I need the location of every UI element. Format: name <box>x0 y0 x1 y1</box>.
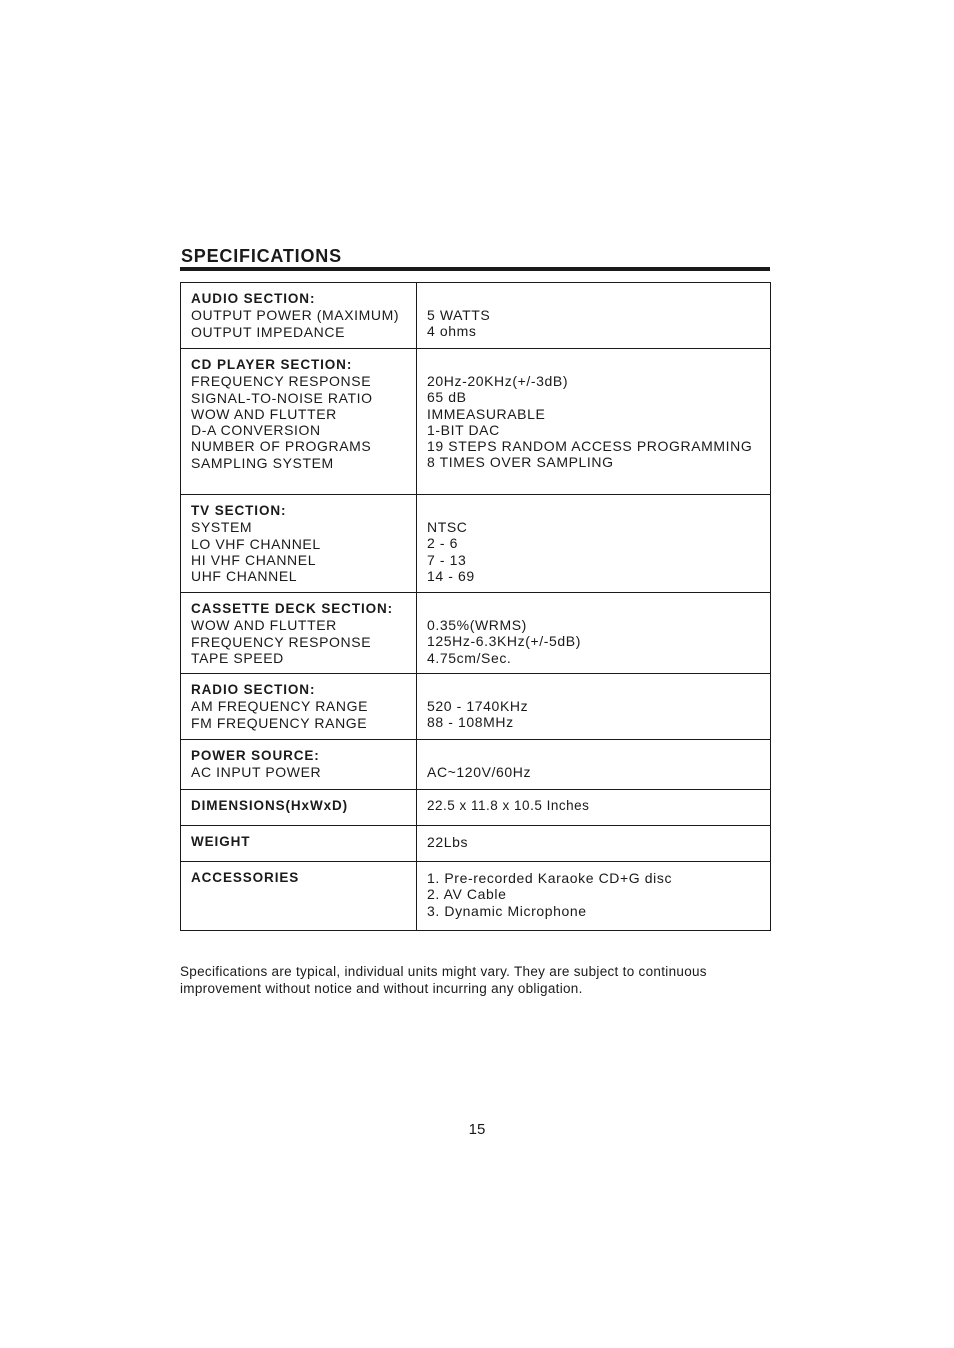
page-title: SPECIFICATIONS <box>181 246 342 266</box>
spec-value: 3. Dynamic Microphone <box>427 902 587 919</box>
spec-label: WOW AND FLUTTER <box>191 405 337 422</box>
disclaimer-line: Specifications are typical, individual units might vary. They are subject to continuous <box>180 964 707 979</box>
spec-values <box>417 283 771 349</box>
spec-label: AC INPUT POWER <box>191 764 322 781</box>
spec-values <box>417 349 771 495</box>
title-rule <box>180 267 770 271</box>
disclaimer-line: improvement without notice and without incurring any obligation. <box>180 980 583 996</box>
spec-label: D-A CONVERSION <box>191 422 321 439</box>
spec-values <box>417 674 771 740</box>
spec-values <box>417 593 771 674</box>
spec-value: 5 WATTS <box>427 307 491 323</box>
spec-labels <box>181 495 417 593</box>
spec-label: HI VHF CHANNEL <box>191 551 317 568</box>
spec-value: 65 dB <box>427 389 467 406</box>
spec-labels <box>181 790 417 826</box>
section-title: AUDIO SECTION: <box>191 291 316 306</box>
spec-label: OUTPUT IMPEDANCE <box>191 323 346 340</box>
spec-labels <box>181 349 417 495</box>
spec-row-audio <box>181 283 771 349</box>
spec-label: WOW AND FLUTTER <box>191 617 337 634</box>
spec-row-cd-player <box>181 349 771 495</box>
spec-label: FREQUENCY RESPONSE <box>191 633 372 650</box>
spec-labels <box>181 283 417 349</box>
disclaimer-note <box>180 964 780 997</box>
spec-value: 22Lbs <box>427 834 469 850</box>
spec-value: 7 - 13 <box>427 551 467 568</box>
spec-value: 520 - 1740KHz <box>427 698 529 714</box>
spec-row-cassette-deck <box>181 593 771 674</box>
section-title: CD PLAYER SECTION: <box>191 357 353 372</box>
section-title: WEIGHT <box>191 834 251 849</box>
spec-value: 125Hz-6.3KHz(+/-5dB) <box>427 633 582 650</box>
spec-value: 4.75cm/Sec. <box>427 649 512 666</box>
spec-label: SIGNAL-TO-NOISE RATIO <box>191 389 373 406</box>
spec-row-radio <box>181 674 771 740</box>
spec-row-weight <box>181 826 771 862</box>
section-title: RADIO SECTION: <box>191 682 316 697</box>
spec-values <box>417 862 771 931</box>
spec-value: 88 - 108MHz <box>427 714 514 731</box>
spec-label: SYSTEM <box>191 519 253 536</box>
section-title: POWER SOURCE: <box>191 748 320 763</box>
specifications-table <box>180 282 771 931</box>
spec-values <box>417 495 771 593</box>
spec-label: FM FREQUENCY RANGE <box>191 714 368 731</box>
section-title: DIMENSIONS(HxWxD) <box>191 798 349 813</box>
spec-label: TAPE SPEED <box>191 649 284 666</box>
spec-labels <box>181 862 417 931</box>
spec-value: 2. AV Cable <box>427 886 507 903</box>
spec-label: FREQUENCY RESPONSE <box>191 373 372 390</box>
spec-value: 1. Pre-recorded Karaoke CD+G disc <box>427 870 673 886</box>
spec-values <box>417 826 771 862</box>
section-title: CASSETTE DECK SECTION: <box>191 601 394 616</box>
spec-labels <box>181 826 417 862</box>
spec-labels <box>181 593 417 674</box>
spec-values <box>417 790 771 826</box>
spec-label: AM FREQUENCY RANGE <box>191 698 369 715</box>
spec-value: 8 TIMES OVER SAMPLING <box>427 454 614 471</box>
spec-row-tv <box>181 495 771 593</box>
spec-value: 1-BIT DAC <box>427 421 500 438</box>
spec-value: 0.35%(WRMS) <box>427 617 527 633</box>
spec-value: 19 STEPS RANDOM ACCESS PROGRAMMING <box>427 438 753 455</box>
spec-label: UHF CHANNEL <box>191 568 298 585</box>
spec-row-power-source <box>181 740 771 790</box>
spec-label: NUMBER OF PROGRAMS <box>191 438 372 455</box>
spec-labels <box>181 740 417 790</box>
spec-label: LO VHF CHANNEL <box>191 535 321 552</box>
spec-row-dimensions <box>181 790 771 826</box>
spec-value: 4 ohms <box>427 323 477 340</box>
spec-value: 2 - 6 <box>427 535 459 552</box>
spec-value: 14 - 69 <box>427 567 475 584</box>
section-title: ACCESSORIES <box>191 870 300 885</box>
spec-value: 22.5 x 11.8 x 10.5 Inches <box>427 798 590 813</box>
spec-label: SAMPLING SYSTEM <box>191 454 334 471</box>
page-number: 15 <box>468 1121 486 1138</box>
spec-labels <box>181 674 417 740</box>
spec-label: OUTPUT POWER (MAXIMUM) <box>191 307 400 324</box>
spec-value: NTSC <box>427 519 468 535</box>
spec-row-accessories <box>181 862 771 931</box>
spec-value: 20Hz-20KHz(+/-3dB) <box>427 373 569 389</box>
spec-values <box>417 740 771 790</box>
spec-value: IMMEASURABLE <box>427 405 546 422</box>
section-title: TV SECTION: <box>191 503 287 518</box>
spec-value: AC~120V/60Hz <box>427 764 532 780</box>
